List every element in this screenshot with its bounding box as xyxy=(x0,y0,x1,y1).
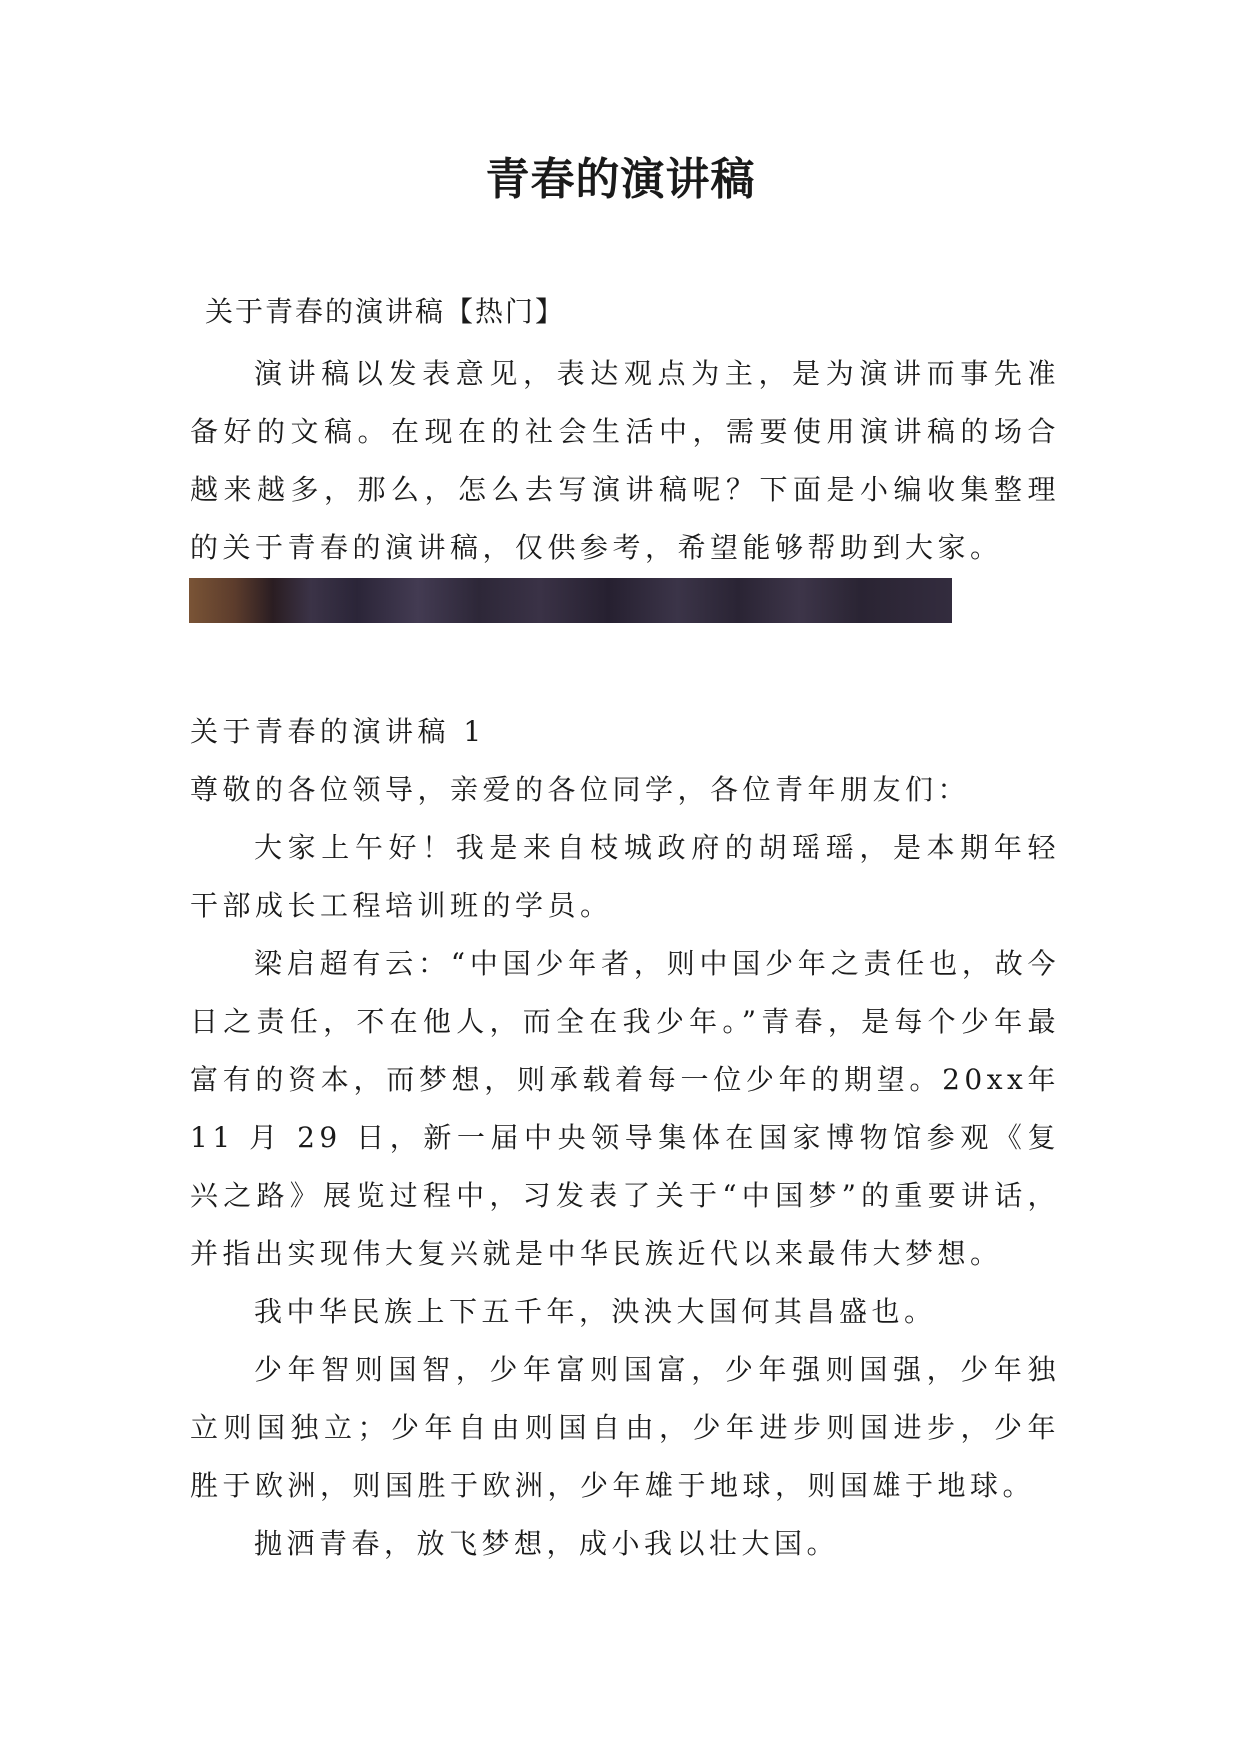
document-subtitle: 关于青春的演讲稿【热门】 xyxy=(205,295,566,328)
banner-photo xyxy=(189,578,952,623)
section-heading: 关于青春的演讲稿 1 xyxy=(190,715,486,748)
salutation: 尊敬的各位领导，亲爱的各位同学，各位青年朋友们： xyxy=(190,773,971,806)
intro-paragraph: 演讲稿以发表意见，表达观点为主，是为演讲而事先准备好的文稿。在现在的社会生活中，需要使用演讲稿的场合越来越多，那么，怎么去写演讲稿呢？下面是小编收集整理的关于青春的演讲稿，仅供参考，希望能够帮助到大家。 xyxy=(190,357,1060,564)
body-paragraph: 我中华民族上下五千年，泱泱大国何其昌盛也。 xyxy=(254,1295,937,1328)
speech-section xyxy=(190,703,1060,1573)
body-paragraph: 梁启超有云：“中国少年者，则中国少年之责任也，故今日之责任，不在他人，而全在我少年。”青春，是每个少年最富有的资本，而梦想，则承载着每一位少年的期望。20xx年 11 月 29 日，新一届中央领导集体在国家博物馆参观《复兴之路》展览过程中，习发表了关于“中国梦”的重要讲话，并指出实现伟大复兴就是中华民族近代以来最伟大梦想。 xyxy=(190,947,1060,1270)
body-paragraph: 大家上午好！我是来自枝城政府的胡瑶瑶，是本期年轻干部成长工程培训班的学员。 xyxy=(190,831,1060,922)
body-paragraph: 抛洒青春，放飞梦想，成小我以壮大国。 xyxy=(254,1527,840,1560)
body-paragraph: 少年智则国智，少年富则国富，少年强则国强，少年独立则国独立；少年自由则国自由，少年进步则国进步，少年胜于欧洲，则国胜于欧洲，少年雄于地球，则国雄于地球。 xyxy=(190,1353,1060,1502)
intro-block xyxy=(190,345,1060,577)
document-title: 青春的演讲稿 xyxy=(485,154,756,205)
